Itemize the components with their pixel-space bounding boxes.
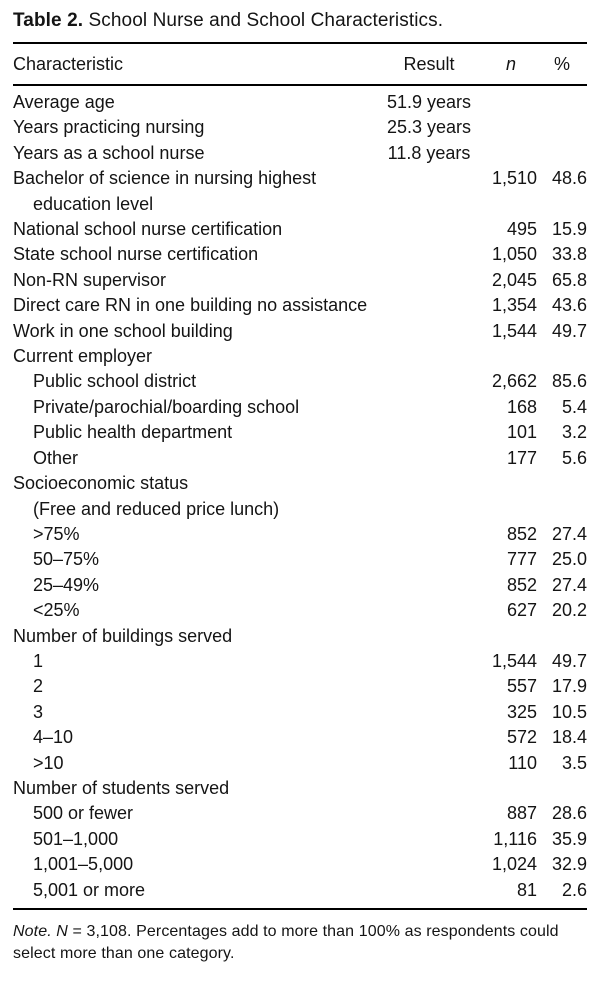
row-label-cell: [13, 166, 373, 217]
table-row: [13, 573, 587, 598]
table-row: [13, 827, 587, 852]
row-result-cell: [373, 166, 485, 217]
row-percent-cell: 85.6: [551, 371, 587, 392]
row-result-cell: [373, 395, 485, 420]
table-row: [13, 293, 587, 318]
table-footnote: [13, 921, 587, 965]
row-label-cell: [13, 547, 373, 572]
row-n-cell: 2,045: [491, 269, 537, 290]
row-label: Private/parochial/boarding school: [33, 396, 300, 417]
table-row: [13, 268, 587, 293]
row-n-cell: 852: [506, 523, 537, 544]
row-percent-cell: [537, 344, 587, 369]
row-label: Years practicing nursing: [13, 117, 205, 138]
row-result-cell: [373, 497, 485, 522]
row-label-cell: [13, 115, 373, 140]
row-label-cell: [13, 573, 373, 598]
row-n-cell: 887: [506, 803, 537, 824]
row-percent-cell: 27.4: [551, 523, 587, 544]
table-row: [13, 319, 587, 344]
row-n-cell: 177: [506, 447, 537, 468]
row-label: 1,001–5,000: [33, 854, 134, 875]
table-row: [13, 85, 587, 115]
row-n-cell: 1,544: [491, 320, 537, 341]
table-row: [13, 801, 587, 826]
row-result-cell: [373, 674, 485, 699]
row-percent-cell: 25.0: [551, 549, 587, 570]
row-label-cell: [13, 497, 373, 522]
row-label: 50–75%: [33, 549, 100, 570]
row-percent-cell: 5.4: [561, 396, 587, 417]
row-n-cell: [485, 141, 537, 166]
row-label-cell: [13, 522, 373, 547]
header-result: Result: [373, 43, 485, 85]
row-result-cell: [373, 801, 485, 826]
row-label-cell: [13, 217, 373, 242]
row-percent-cell: [537, 115, 587, 140]
row-percent-cell: 49.7: [551, 320, 587, 341]
table-row: [13, 700, 587, 725]
table-caption: [13, 9, 587, 33]
header-percent: %: [537, 43, 587, 85]
row-result-cell: [373, 522, 485, 547]
row-label-cell: [13, 725, 373, 750]
row-n-cell: 1,116: [493, 828, 537, 849]
row-result-cell: [373, 369, 485, 394]
row-result-cell: [373, 319, 485, 344]
row-percent-cell: 49.7: [551, 650, 587, 671]
row-percent-cell: 3.2: [561, 422, 587, 443]
row-percent-cell: 65.8: [551, 269, 587, 290]
row-result-cell: [373, 751, 485, 776]
row-result-cell: [373, 420, 485, 445]
row-label: 4–10: [33, 727, 74, 748]
row-n-cell: [485, 776, 537, 801]
row-percent-cell: 48.6: [551, 168, 587, 189]
row-label-cell: [13, 674, 373, 699]
table-caption-title: School Nurse and School Characteristics.: [83, 10, 444, 31]
row-result-cell: [373, 649, 485, 674]
row-n-cell: 101: [506, 422, 537, 443]
row-result-cell: 25.3 years: [386, 117, 472, 138]
row-n-cell: 110: [508, 752, 537, 773]
row-percent-cell: [537, 141, 587, 166]
row-result-cell: [373, 878, 485, 909]
characteristics-table: [13, 42, 587, 910]
row-n-cell: [485, 497, 537, 522]
table-row: [13, 420, 587, 445]
row-percent-cell: [537, 85, 587, 115]
row-result-cell: [373, 268, 485, 293]
row-result-cell: [373, 624, 485, 649]
row-label: 3: [33, 701, 44, 722]
row-result-cell: [373, 827, 485, 852]
row-n-cell: 325: [506, 701, 537, 722]
row-label-cell: [13, 268, 373, 293]
table-row: [13, 344, 587, 369]
row-label: Public school district: [33, 371, 197, 392]
row-result-cell: [373, 293, 485, 318]
row-percent-cell: [537, 497, 587, 522]
row-result-cell: [373, 242, 485, 267]
row-n-cell: 81: [516, 879, 537, 900]
row-label-cell: [13, 141, 373, 166]
table-row: [13, 522, 587, 547]
row-label-cell: [13, 420, 373, 445]
row-percent-cell: 2.6: [561, 879, 587, 900]
row-percent-cell: 20.2: [551, 600, 587, 621]
table-body: [13, 85, 587, 909]
row-percent-cell: 18.4: [551, 727, 587, 748]
table-row: [13, 242, 587, 267]
row-label: 25–49%: [33, 574, 100, 595]
row-n-cell: [485, 85, 537, 115]
row-label-cell: [13, 827, 373, 852]
row-label-cell: [13, 319, 373, 344]
row-label-cell: [13, 598, 373, 623]
row-percent-cell: [537, 776, 587, 801]
row-n-cell: [485, 624, 537, 649]
table-row: [13, 115, 587, 140]
row-percent-cell: 32.9: [551, 854, 587, 875]
row-label: Socioeconomic status: [13, 473, 189, 494]
row-label: Non-RN supervisor: [13, 269, 167, 290]
row-n-cell: 2,662: [491, 371, 537, 392]
footnote-note-label: Note.: [13, 923, 57, 940]
row-label-cell: [13, 344, 373, 369]
row-percent-cell: 3.5: [561, 752, 587, 773]
row-label-cell: [13, 471, 373, 496]
row-label-cell: [13, 369, 373, 394]
table-row: [13, 776, 587, 801]
row-label: Work in one school building: [13, 320, 233, 341]
row-label: Public health department: [33, 422, 233, 443]
row-label: 501–1,000: [33, 828, 119, 849]
row-percent-cell: 5.6: [561, 447, 587, 468]
row-result-cell: [373, 700, 485, 725]
row-percent-cell: 17.9: [551, 676, 587, 697]
table-row: [13, 725, 587, 750]
footnote-text: = 3,108. Percentages add to more than 100% as respondents could select more than one category.: [13, 923, 559, 962]
row-label: State school nurse certification: [13, 244, 259, 265]
table-head: [13, 43, 587, 85]
row-n-cell: 572: [506, 727, 537, 748]
table-row: [13, 624, 587, 649]
row-n-cell: 1,544: [491, 650, 537, 671]
row-result-cell: [373, 344, 485, 369]
header-row: [13, 43, 587, 85]
row-label-cell: [13, 85, 373, 115]
row-result-cell: [373, 446, 485, 471]
table-row: [13, 217, 587, 242]
row-label: 500 or fewer: [33, 803, 134, 824]
table-row: [13, 166, 587, 217]
row-label-cell: [13, 293, 373, 318]
row-percent-cell: 35.9: [551, 828, 587, 849]
row-result-cell: [373, 725, 485, 750]
row-label: 2: [33, 676, 44, 697]
row-label-cell: [13, 624, 373, 649]
row-label: National school nurse certification: [13, 219, 283, 240]
table-row: [13, 471, 587, 496]
row-n-cell: 495: [506, 219, 537, 240]
row-result-cell: [373, 776, 485, 801]
table-row: [13, 649, 587, 674]
table-caption-label: Table 2.: [13, 10, 84, 31]
table-row: [13, 878, 587, 909]
row-label: Current employer: [13, 346, 153, 367]
row-percent-cell: 28.6: [551, 803, 587, 824]
row-label-cell: [13, 801, 373, 826]
table-row: [13, 547, 587, 572]
row-n-cell: 852: [506, 574, 537, 595]
row-result-cell: [373, 217, 485, 242]
header-n: n: [485, 43, 537, 85]
row-percent-cell: 43.6: [551, 295, 587, 316]
row-label-cell: [13, 649, 373, 674]
row-n-cell: 557: [506, 676, 537, 697]
table-row: [13, 674, 587, 699]
row-percent-cell: 10.5: [551, 701, 587, 722]
row-label-cell: [13, 700, 373, 725]
row-n-cell: 1,050: [491, 244, 537, 265]
row-percent-cell: [537, 471, 587, 496]
row-percent-cell: 15.9: [551, 219, 587, 240]
row-label: Years as a school nurse: [13, 142, 205, 163]
table-row: [13, 446, 587, 471]
row-label: Number of students served: [13, 777, 230, 798]
row-n-cell: 1,024: [491, 854, 537, 875]
row-label-cell: [13, 242, 373, 267]
row-label-cell: [13, 446, 373, 471]
row-percent-cell: 27.4: [551, 574, 587, 595]
table-row: [13, 141, 587, 166]
row-percent-cell: 33.8: [551, 244, 587, 265]
row-label: (Free and reduced price lunch): [33, 498, 280, 519]
row-label: Number of buildings served: [13, 625, 233, 646]
row-label: >75%: [33, 523, 80, 544]
row-n-cell: 1,354: [491, 295, 537, 316]
row-result-cell: 51.9 years: [386, 92, 472, 112]
table-row: [13, 395, 587, 420]
row-result-cell: [373, 852, 485, 877]
row-label: Other: [33, 447, 79, 468]
row-result-cell: [373, 471, 485, 496]
row-label: <25%: [33, 600, 80, 621]
row-n-cell: 1,510: [491, 168, 537, 189]
table-row: [13, 369, 587, 394]
row-percent-cell: [537, 624, 587, 649]
row-label: Average age: [13, 92, 115, 112]
row-n-cell: 168: [506, 396, 537, 417]
table-row: [13, 751, 587, 776]
row-label: >10: [33, 752, 64, 773]
row-label: Bachelor of science in nursing highest education level: [13, 168, 317, 214]
row-result-cell: [373, 547, 485, 572]
row-label: 5,001 or more: [33, 879, 146, 900]
table-row: [13, 598, 587, 623]
row-result-cell: [373, 598, 485, 623]
row-n-cell: 777: [506, 549, 537, 570]
row-label: Direct care RN in one building no assistance: [13, 295, 368, 316]
footnote-n-symbol: N: [56, 923, 68, 940]
row-label: 1: [33, 650, 44, 671]
row-result-cell: [373, 573, 485, 598]
row-n-cell: [485, 115, 537, 140]
header-characteristic: Characteristic: [13, 43, 373, 85]
row-label-cell: [13, 852, 373, 877]
table-row: [13, 852, 587, 877]
table-row: [13, 497, 587, 522]
row-n-cell: 627: [506, 600, 537, 621]
row-label-cell: [13, 776, 373, 801]
row-n-cell: [485, 471, 537, 496]
row-result-cell: 11.8 years: [387, 142, 471, 163]
row-label-cell: [13, 751, 373, 776]
row-label-cell: [13, 878, 373, 909]
row-label-cell: [13, 395, 373, 420]
row-n-cell: [485, 344, 537, 369]
